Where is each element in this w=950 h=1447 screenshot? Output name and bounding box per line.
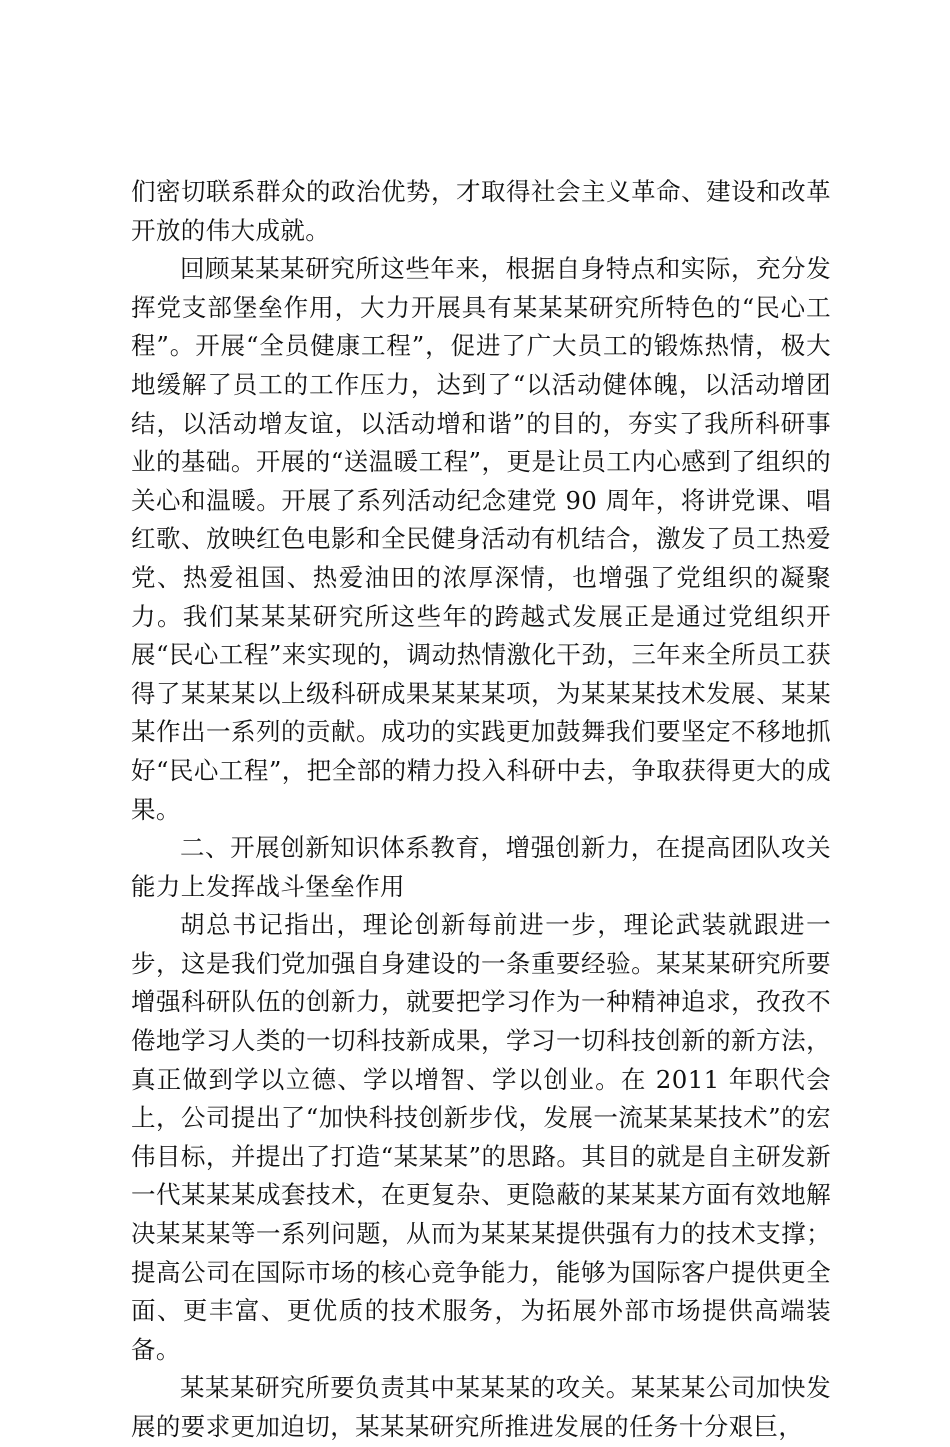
paragraph-continuation: 们密切联系群众的政治优势，才取得社会主义革命、建设和改革开放的伟大成就。 xyxy=(131,177,831,245)
document-body xyxy=(131,173,831,1447)
paragraph-tasks: 某某某研究所要负责其中某某某的攻关。某某某公司加快发展的要求更加迫切，某某某研究所推进发展的任务十分艰巨， xyxy=(131,1373,831,1441)
paragraph-review: 回顾某某某研究所这些年来，根据自身特点和实际，充分发挥党支部堡垒作用，大力开展具有某某某研究所特色的“民心工程”。开展“全员健康工程”，促进了广大员工的锻炼热情，极大地缓解了员工的工作压力，达到了“以活动健体魄，以活动增团结，以活动增友谊，以活动增和谐”的目的，夯实了我所科研事业的基础。开展的“送温暖工程”，更是让员工内心感到了组织的关心和温暖。开展了系列活动纪念建党 90 周年，将讲党课、唱红歌、放映红色电影和全民健身活动有机结合，激发了员工热爱党、热爱祖国、热爱油田的浓厚深情，也增强了党组织的凝聚力。我们某某某研究所这些年的跨越式发展正是通过党组织开展“民心工程”来实现的，调动热情激化干劲，三年来全所员工获得了某某某以上级科研成果某某某项，为某某某技术发展、某某某作出一系列的贡献。成功的实践更加鼓舞我们要坚定不移地抓好“民心工程”，把全部的精力投入科研中去，争取获得更大的成果。 xyxy=(131,254,831,824)
section-heading-2: 二、开展创新知识体系教育，增强创新力，在提高团队攻关能力上发挥战斗堡垒作用 xyxy=(131,833,831,901)
paragraph-innovation: 胡总书记指出，理论创新每前进一步，理论武装就跟进一步，这是我们党加强自身建设的一条重要经验。某某某研究所要增强科研队伍的创新力，就要把学习作为一种精神追求，孜孜不倦地学习人类的一切科技新成果，学习一切科技创新的新方法，真正做到学以立德、学以增智、学以创业。在 2011 年职代会上，公司提出了“加快科技创新步伐，发展一流某某某技术”的宏伟目标，并提出了打造“某某某”的思路。其目的就是自主研发新一代某某某成套技术，在更复杂、更隐蔽的某某某方面有效地解决某某某等一系列问题，从而为某某某提供强有力的技术支撑；提高公司在国际市场的核心竞争能力，能够为国际客户提供更全面、更丰富、更优质的技术服务，为拓展外部市场提供高端装备。 xyxy=(131,910,831,1364)
